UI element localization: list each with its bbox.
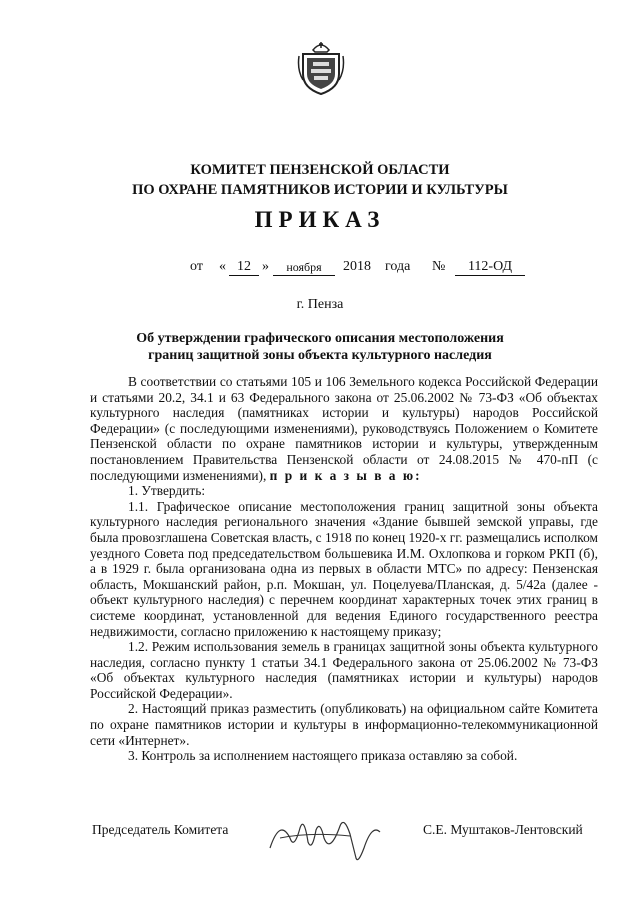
intro-text: В соответствии со статьями 105 и 106 Земельного кодекса Российской Федерации и статьями 20.2, 34.1 и 63 Федерального закона от 25.06.2002 № 73-ФЗ «Об объектах культурного наследия (памятниках истории и культуры) народов Российской Федерации» (с последующими изменениями), руководствуясь Положением о Комитете Пензенской области по охране памятников истории и культуры, утвержденным постановлением Правительства Пензенской области от 24.08.2015 № 470-пП (с последующими изменениями), bbox=[90, 374, 598, 483]
clause-3: 3. Контроль за исполнением настоящего приказа оставляю за собой. bbox=[128, 748, 518, 764]
order-subject: Об утверждении графического описания местоположения границ защитной зоны объекта культурного наследия bbox=[136, 331, 504, 363]
order-body bbox=[90, 374, 598, 764]
signatory-position: Председатель Комитета bbox=[92, 822, 229, 837]
handwritten-signature bbox=[260, 808, 400, 868]
city-label: г. Пенза bbox=[296, 297, 344, 312]
clause-2: 2. Настоящий приказ разместить (опубликовать) на официальном сайте Комитета по охране памятников истории и культуры в информационно-телекоммуникационной сети «Интернет». bbox=[90, 701, 598, 748]
document-type-title: ПРИКАЗ bbox=[254, 207, 386, 232]
clause-1: 1. Утвердить: bbox=[128, 483, 206, 499]
number-sign: № bbox=[432, 259, 446, 274]
organization-line-2: ПО ОХРАНЕ ПАМЯТНИКОВ ИСТОРИИ И КУЛЬТУРЫ bbox=[132, 182, 508, 198]
intro-paragraph bbox=[90, 374, 598, 483]
signatory-name: С.Е. Муштаков-Лентовский bbox=[423, 822, 583, 837]
coat-of-arms-emblem bbox=[297, 40, 345, 96]
order-word: п р и к а з ы в а ю: bbox=[269, 467, 422, 483]
date-quote-open: « bbox=[219, 259, 226, 274]
clause-1-1: 1.1. Графическое описание местоположения границ защитной зоны объекта культурного наследия регионального значения «Здание бывшей земской управы, где была провозглашена Советская власть, с 1918 по конец 1920-х гг. размещались исполком уездного Совета под председательством большевика И.М. Охлопкова и горком РКП (б), а в 1929 г. была организована одна из первых в области МТС» по адресу: Пензенская область, Мокшанский район, р.п. Мокшан, ул. Поцелуева/Планская, д. 5/42а (далее - объект культурного наследия) с перечнем координат характерных точек этих границ в системе координат, установленной для ведения Единого государственного реестра недвижимости, согласно приложению к настоящему приказу; bbox=[90, 498, 598, 639]
date-quote-close: » bbox=[262, 259, 269, 274]
order-number-field: 112-ОД bbox=[455, 259, 525, 276]
date-from-label: от bbox=[190, 259, 203, 274]
date-month-field: ноября bbox=[273, 259, 335, 276]
date-day-field: 12 bbox=[229, 259, 259, 276]
date-year-word: года bbox=[385, 259, 411, 274]
clause-1-2: 1.2. Режим использования земель в границах защитной зоны объекта культурного наследия, согласно пункту 1 статьи 34.1 Федерального закона от 25.06.2002 № 73-ФЗ «Об объектах культурного наследия (памятниках истории и культуры) народов Российской Федерации». bbox=[90, 639, 598, 701]
date-year-value: 2018 bbox=[343, 259, 371, 274]
organization-line-1: КОМИТЕТ ПЕНЗЕНСКОЙ ОБЛАСТИ bbox=[190, 162, 450, 178]
